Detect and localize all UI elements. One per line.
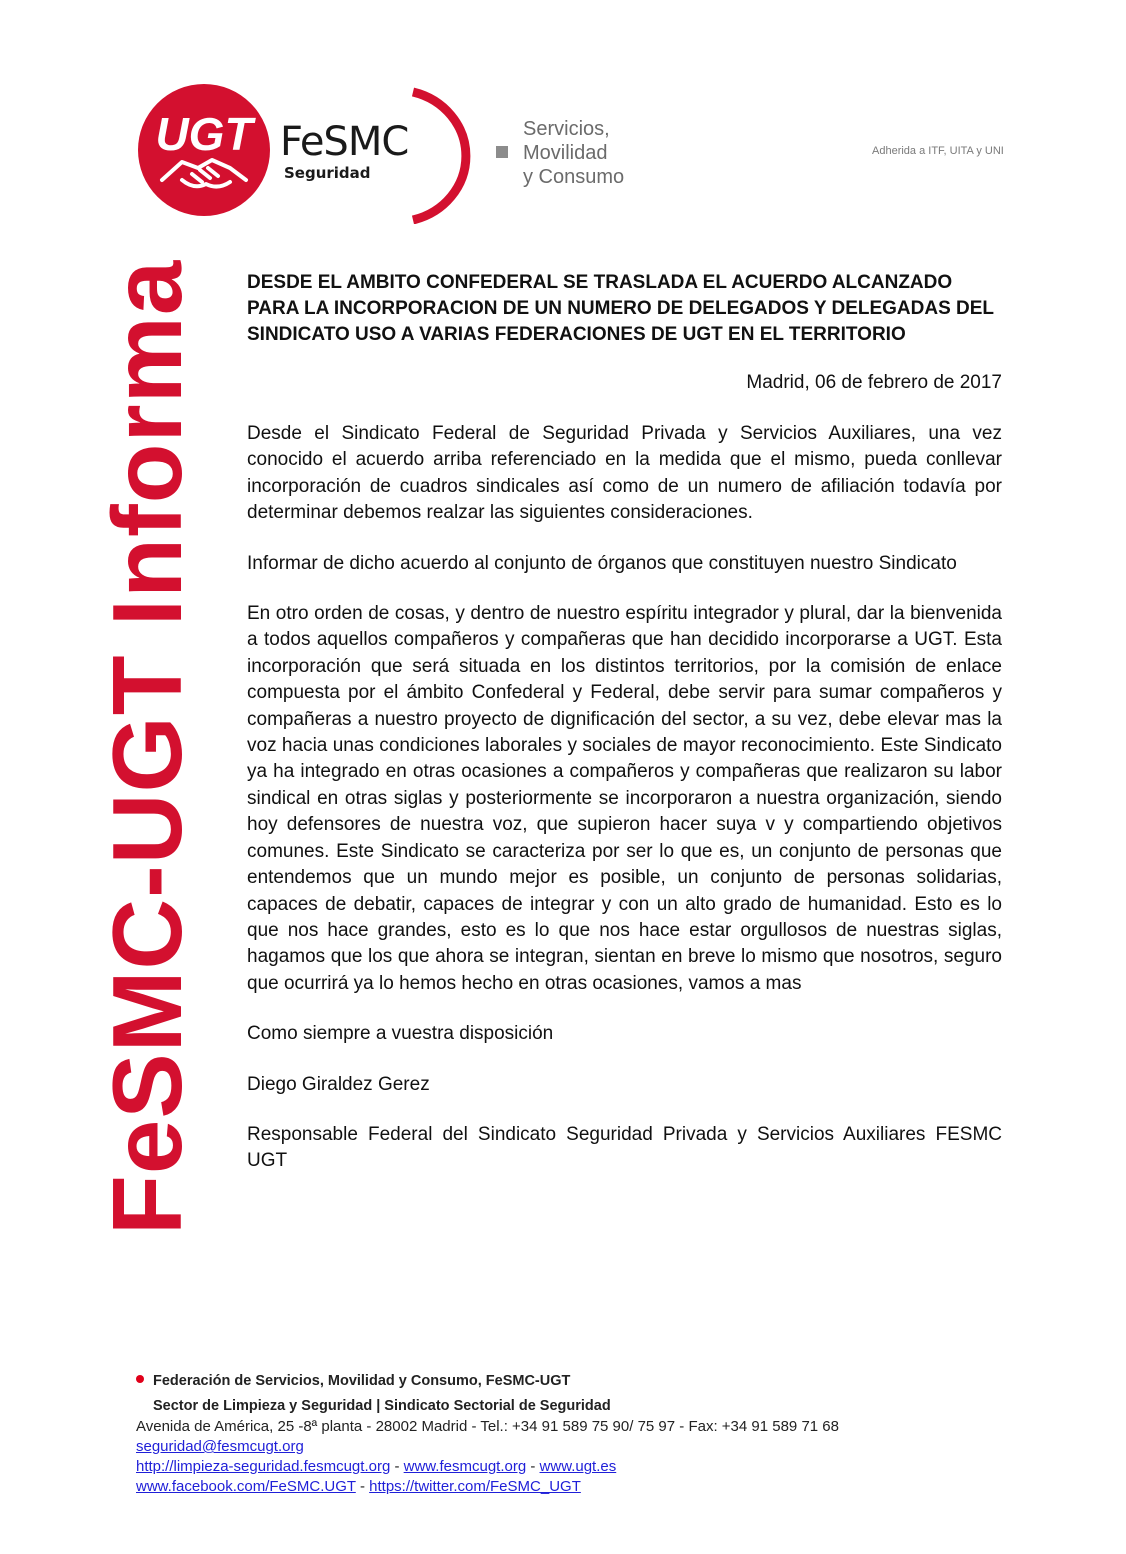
headline	[247, 270, 1007, 348]
services-line: y Consumo	[523, 166, 625, 188]
headline-line: DESDE EL AMBITO CONFEDERAL SE TRASLADA EL ACUERDO ALCANZADO	[247, 272, 953, 293]
fesmc-link[interactable]: www.fesmcugt.org	[403, 1458, 527, 1475]
paragraph: Informar de dicho acuerdo al conjunto de órganos que constituyen nuestro Sindicato	[247, 552, 957, 574]
footer-social-row	[136, 1477, 581, 1496]
signature-name: Diego Giraldez Gerez	[247, 1073, 430, 1095]
footer-address: Avenida de América, 25 -8ª planta - 28002 Madrid - Tel.: +34 91 589 75 90/ 75 97 - Fax: +34 91 589 71 68	[136, 1418, 839, 1435]
footer-org: Federación de Servicios, Movilidad y Consumo, FeSMC-UGT	[153, 1373, 571, 1389]
bullet-dot-icon	[136, 1375, 144, 1383]
svg-text:UGT: UGT	[155, 108, 253, 160]
signature-role: Responsable Federal del Sindicato Seguridad Privada y Servicios Auxiliares FESMC UGT	[247, 1123, 1002, 1172]
link-separator: -	[359, 1478, 365, 1495]
fesmc-wordmark: FeSMC	[280, 119, 409, 165]
link-separator: -	[394, 1458, 400, 1475]
limpieza-link[interactable]: http://limpieza-seguridad.fesmcugt.org	[136, 1458, 391, 1475]
headline-line: PARA LA INCORPORACION DE UN NUMERO DE DELEGADOS Y DELEGADAS DEL	[247, 298, 995, 319]
headline-line: SINDICATO USO A VARIAS FEDERACIONES DE UGT EN EL TERRITORIO	[247, 324, 906, 345]
vertical-banner: FeSMC-UGT Informa	[92, 259, 202, 1235]
document-date: Madrid, 06 de febrero de 2017	[746, 372, 1002, 393]
paragraph: Como siempre a vuestra disposición	[247, 1023, 554, 1045]
services-square-icon	[496, 146, 508, 158]
paragraph: Desde el Sindicato Federal de Seguridad Privada y Servicios Auxiliares, una vez conocido el acuerdo arriba referenciado en la medida que el mismo, pueda conllevar incorporación de cuadros sindicales así como de un numero de afiliación todavía por determinar debemos realzar las siguientes consideraciones.	[247, 423, 1002, 524]
services-tagline	[523, 117, 723, 189]
fesmc-ugt-logo	[138, 84, 668, 224]
footer-links-row	[136, 1457, 616, 1476]
adherida-note: Adherida a ITF, UITA y UNI	[872, 145, 1004, 157]
document-body	[247, 421, 1002, 1199]
fesmc-subtitle: Seguridad	[284, 164, 371, 182]
footer-sector: Sector de Limpieza y Seguridad | Sindicato Sectorial de Seguridad	[153, 1398, 611, 1414]
ugt-link[interactable]: www.ugt.es	[539, 1458, 617, 1475]
services-line: Servicios,	[523, 118, 610, 140]
link-separator: -	[530, 1458, 536, 1475]
facebook-link[interactable]: www.facebook.com/FeSMC.UGT	[136, 1478, 356, 1495]
twitter-link[interactable]: https://twitter.com/FeSMC_UGT	[369, 1478, 581, 1495]
services-line: Movilidad	[523, 142, 608, 164]
paragraph: En otro orden de cosas, y dentro de nuestro espíritu integrador y plural, dar la bienvenida a todos aquellos compañeros y compañeras que han decidido incorporarse a UGT. Esta incorporación que será situada en los distintos territorios, por la comisión de enlace compuesta por el ámbito Confederal y Federal, debe servir para sumar compañeros y compañeras a nuestro proyecto de dignificación del sector, a su vez, debe elevar mas la voz hacia unas condiciones laborales y sociales de mayor reconocimiento. Este Sindicato ya ha integrado en otras ocasiones a compañeros y compañeras que realizaron su labor sindical en otras siglas y posteriormente se incorporaron a nuestra organización, siendo hoy defensores de nuestra voz, que supieron hacer suya v y compartiendo objetivos comunes. Este Sindicato se caracteriza por ser lo que es, un conjunto de personas que entendemos que un mundo mejor es posible, un conjunto de personas solidarias, capaces de debatir, capaces de integrar y con un alto grado de humanidad. Esto es lo que nos hace grandes, esto es lo que nos hace estar orgullosos de nuestras siglas, hagamos que los que ahora se integran, sientan en breve lo mismo que nosotros, seguro que ocurrirá ya lo hemos hecho en otras ocasiones, vamos a mas	[247, 603, 1002, 994]
footer-email-link[interactable]: seguridad@fesmcugt.org	[136, 1438, 304, 1455]
